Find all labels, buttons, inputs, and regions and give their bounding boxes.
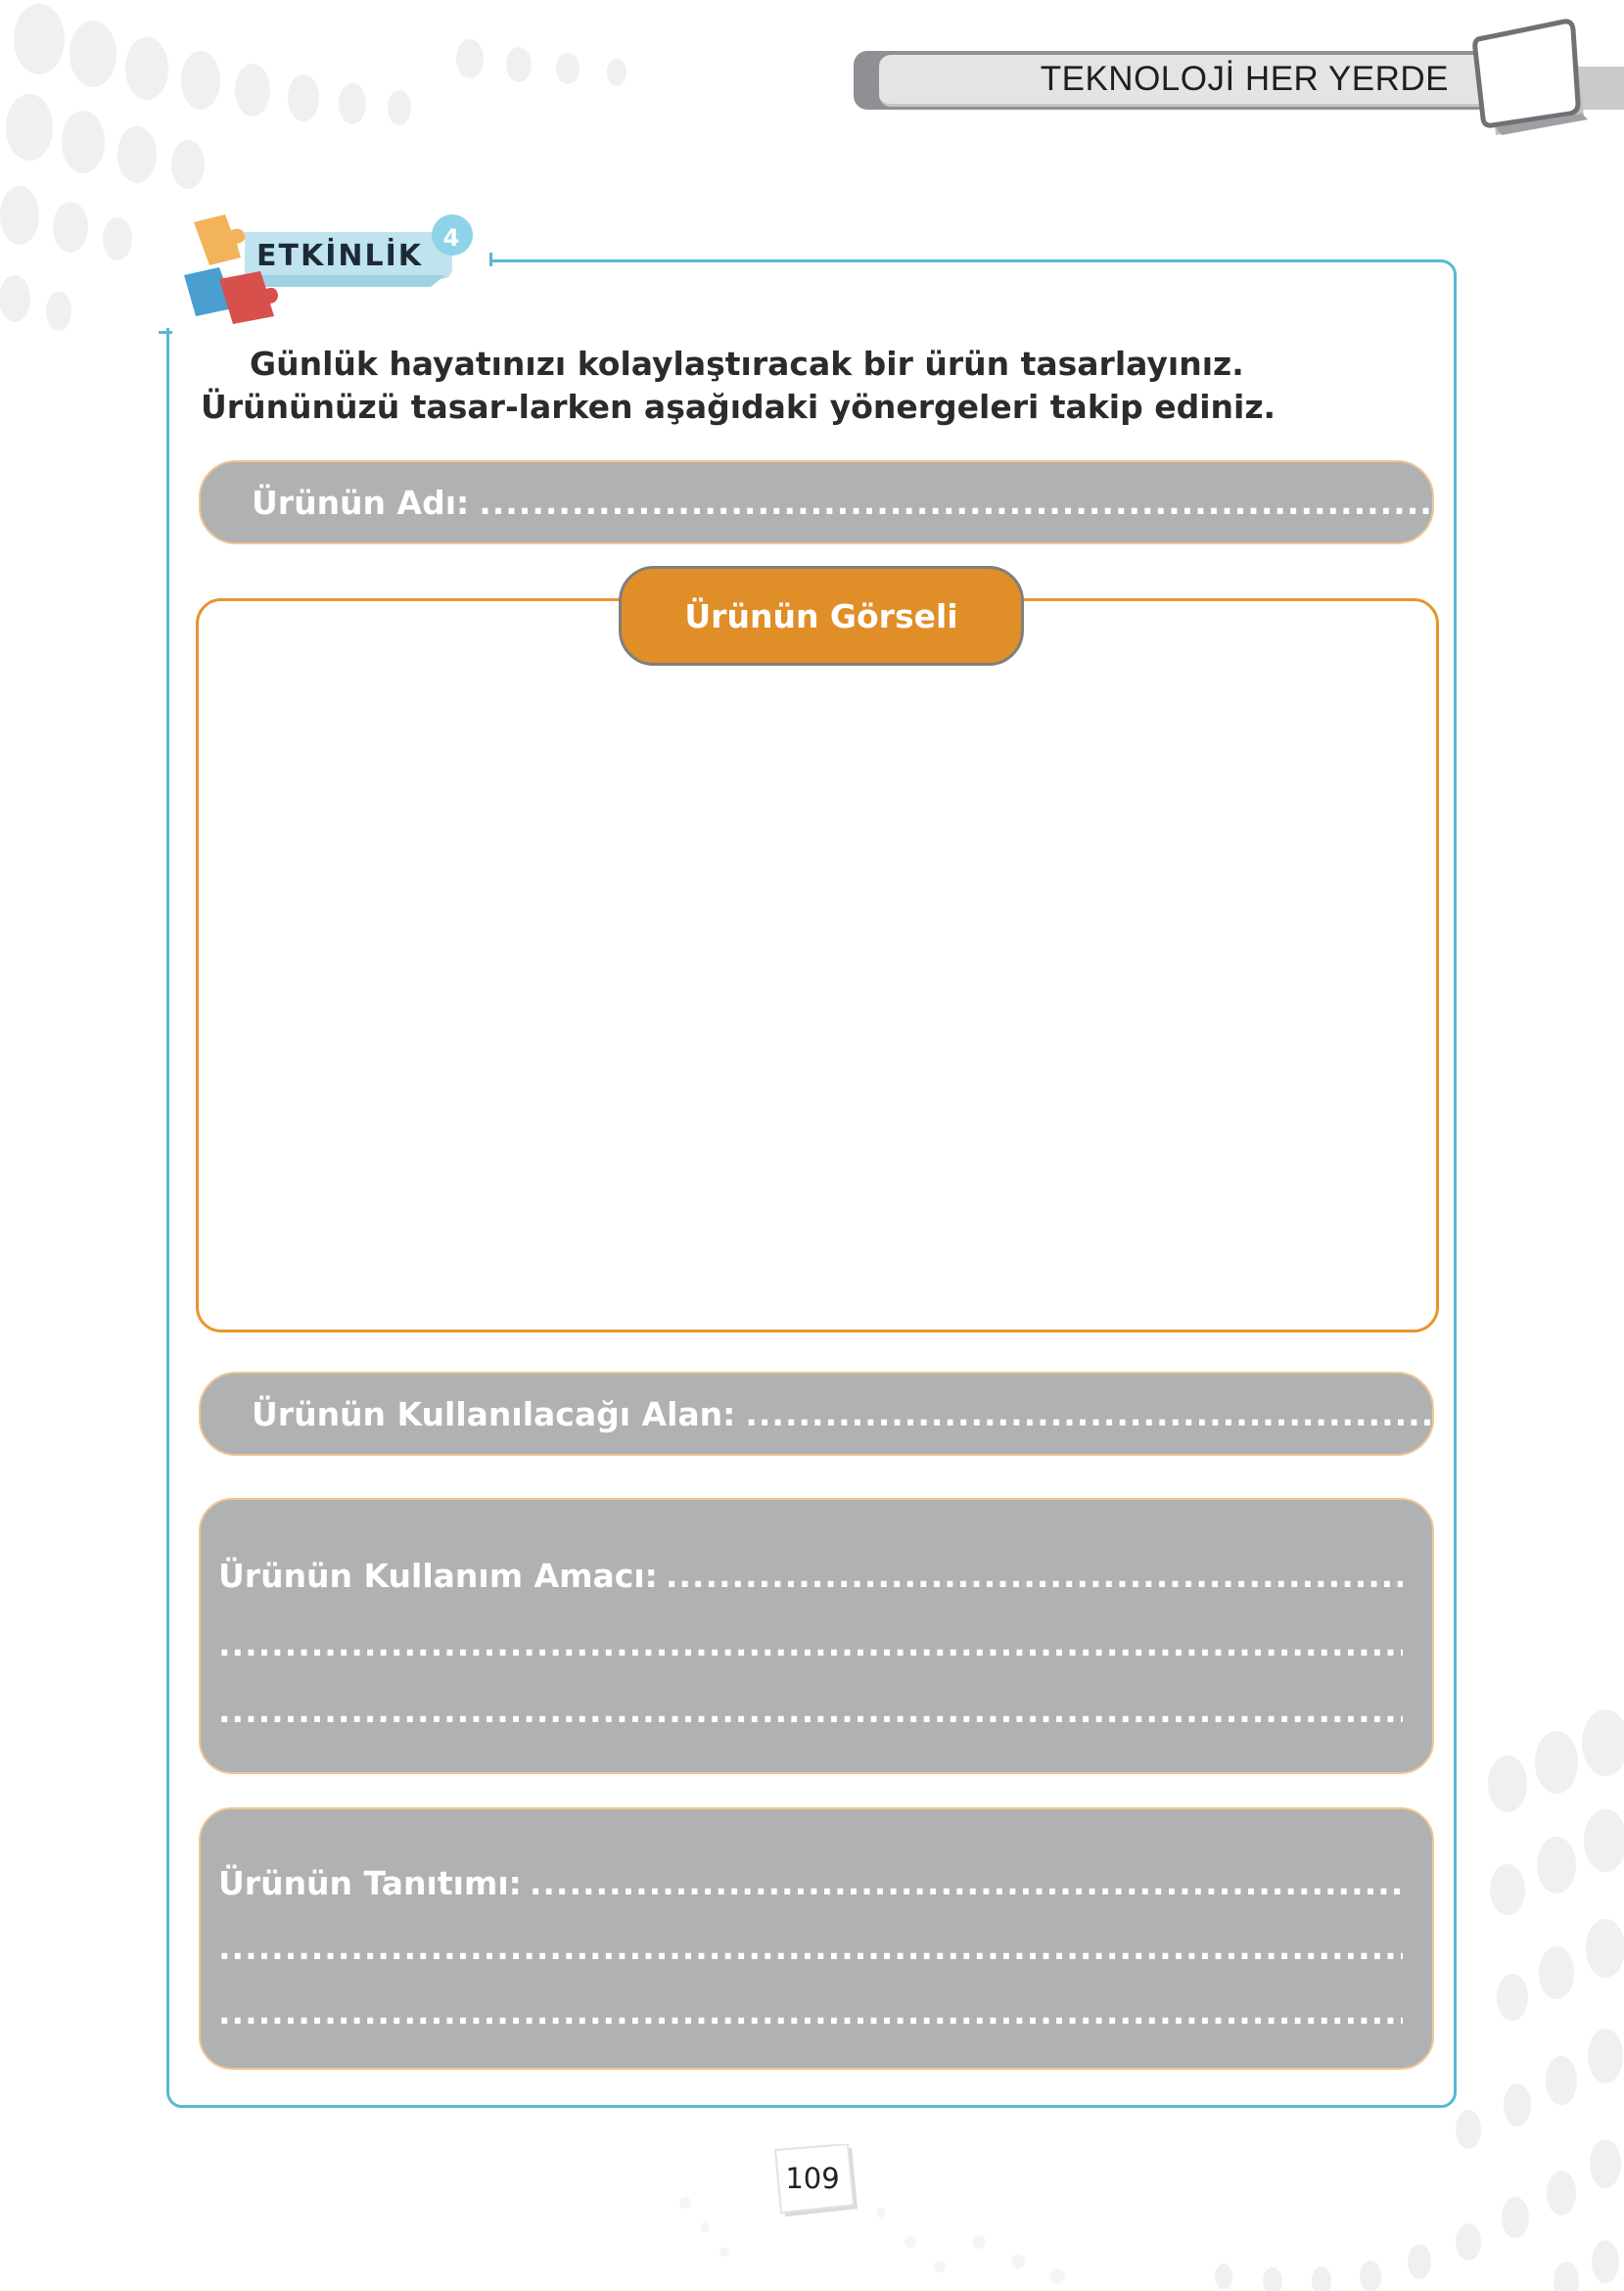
writing-line <box>218 1862 1403 1905</box>
product-intro-label: Ürünün Tanıtımı: <box>218 1864 522 1902</box>
activity-badge-label: ETKİNLİK <box>256 239 423 273</box>
writing-line <box>218 1927 1403 1970</box>
header-title: TEKNOLOJİ HER YERDE <box>1040 60 1449 98</box>
product-intro-field[interactable] <box>199 1807 1434 2070</box>
writing-line <box>218 1623 1403 1666</box>
page-corner-icon <box>1466 18 1603 145</box>
fill-in-dots <box>666 1555 1403 1598</box>
fill-in-dots <box>218 1623 1403 1666</box>
product-image-area[interactable] <box>196 598 1439 1333</box>
fill-in-dots <box>530 1862 1403 1905</box>
frame-tick <box>489 253 492 266</box>
writing-line <box>218 1555 1403 1598</box>
fill-in-dots <box>218 1690 1403 1733</box>
product-area-field[interactable] <box>199 1372 1434 1456</box>
fill-in-dots <box>218 1991 1403 2034</box>
product-name-field[interactable] <box>199 460 1434 544</box>
activity-number: 4 <box>442 224 460 252</box>
writing-line <box>218 1991 1403 2034</box>
fill-in-dots <box>218 1927 1403 1970</box>
product-name-label: Ürünün Adı: <box>252 483 470 522</box>
product-image-title: Ürünün Görseli <box>619 566 1024 666</box>
fill-in-dots <box>745 1395 1432 1433</box>
instruction-text: Günlük hayatınızı kolaylaştıracak bir ürün tasarlayınız. Ürününüzü tasar-larken aşağıdaki yönergeleri takip ediniz. <box>201 345 1276 426</box>
frame-tick <box>159 331 172 334</box>
page-number: 109 <box>785 2162 840 2195</box>
product-purpose-field[interactable] <box>199 1498 1434 1774</box>
product-area-label: Ürünün Kullanılacağı Alan: <box>252 1394 736 1433</box>
product-purpose-label: Ürünün Kullanım Amacı: <box>218 1557 658 1595</box>
fill-in-dots <box>479 484 1432 522</box>
writing-line <box>218 1690 1403 1733</box>
